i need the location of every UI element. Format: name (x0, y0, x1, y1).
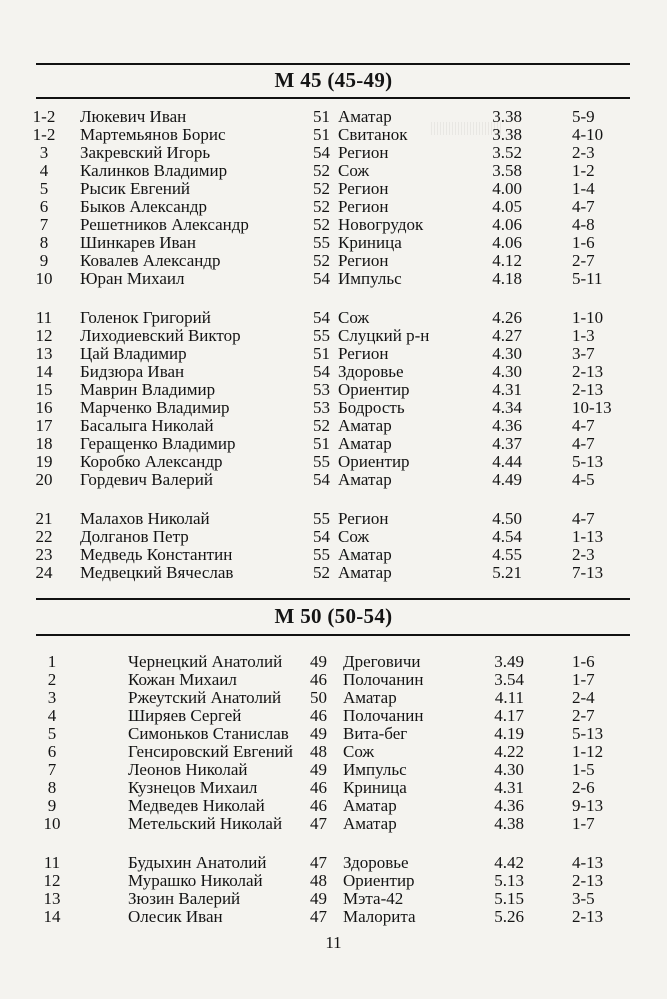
cell-heat: 4-7 (572, 509, 595, 528)
cell-name: Медведев Николай (128, 796, 265, 815)
table-row (0, 470, 667, 490)
cell-club: Регион (338, 344, 389, 363)
cell-time: 4.34 (492, 398, 522, 417)
cell-name: Цай Владимир (80, 344, 187, 363)
cell-heat: 1-3 (572, 326, 595, 345)
cell-heat: 2-6 (572, 778, 595, 797)
table-row (0, 143, 667, 163)
cell-heat: 2-13 (572, 380, 604, 399)
section2-top-rule (36, 598, 630, 600)
cell-age: 52 (313, 161, 330, 180)
cell-age: 48 (310, 742, 327, 761)
cell-name: Чернецкий Анатолий (128, 652, 283, 671)
cell-time: 4.30 (494, 760, 524, 779)
table-row (0, 706, 667, 726)
cell-place: 6 (47, 742, 57, 761)
cell-time: 4.31 (494, 778, 524, 797)
cell-name: Бидзюра Иван (80, 362, 185, 381)
cell-place: 24 (35, 563, 53, 582)
cell-heat: 4-10 (572, 125, 604, 144)
cell-place: 15 (35, 380, 53, 399)
cell-heat: 3-5 (572, 889, 595, 908)
cell-club: Аматар (338, 107, 392, 126)
cell-place: 4 (39, 161, 49, 180)
cell-heat: 2-13 (572, 362, 604, 381)
cell-name: Басалыга Николай (80, 416, 214, 435)
cell-heat: 5-11 (572, 269, 603, 288)
page-number: 11 (325, 933, 342, 952)
table-row (0, 344, 667, 364)
cell-time: 4.30 (492, 362, 522, 381)
cell-age: 54 (313, 470, 330, 489)
section1-title-rule (36, 97, 630, 99)
cell-name: Метельский Николай (128, 814, 283, 833)
cell-time: 4.05 (492, 197, 522, 216)
cell-place: 14 (35, 362, 53, 381)
cell-place: 14 (43, 907, 61, 926)
top-rule (36, 63, 630, 65)
cell-time: 4.12 (492, 251, 522, 270)
table-row (0, 269, 667, 289)
cell-name: Люкевич Иван (80, 107, 187, 126)
cell-heat: 2-4 (572, 688, 595, 707)
cell-age: 52 (313, 416, 330, 435)
cell-heat: 5-9 (572, 107, 595, 126)
cell-name: Юран Михаил (80, 269, 185, 288)
cell-age: 49 (310, 652, 327, 671)
cell-time: 3.52 (492, 143, 522, 162)
cell-place: 5 (47, 724, 57, 743)
cell-club: Регион (338, 143, 389, 162)
section2-title-rule (36, 634, 630, 636)
table-row (0, 889, 667, 909)
table-row (0, 380, 667, 400)
cell-name: Закревский Игорь (80, 143, 211, 162)
cell-club: Сож (343, 742, 375, 761)
table-row (0, 179, 667, 199)
cell-club: Аматар (343, 796, 397, 815)
cell-club: Полочанин (343, 670, 424, 689)
cell-age: 51 (313, 344, 330, 363)
cell-name: Рысик Евгений (80, 179, 191, 198)
cell-place: 11 (35, 308, 53, 327)
cell-club: Дреговичи (343, 652, 421, 671)
cell-heat: 1-6 (572, 233, 595, 252)
table-row (0, 814, 667, 834)
table-row (0, 326, 667, 346)
cell-name: Долганов Петр (80, 527, 189, 546)
cell-age: 52 (313, 563, 330, 582)
cell-age: 52 (313, 179, 330, 198)
cell-heat: 1-7 (572, 814, 595, 833)
table-row (0, 545, 667, 565)
cell-time: 4.55 (492, 545, 522, 564)
cell-place: 3 (39, 143, 49, 162)
cell-club: Импульс (338, 269, 402, 288)
cell-heat: 5-13 (572, 724, 604, 743)
cell-heat: 4-8 (572, 215, 595, 234)
cell-club: Аматар (338, 416, 392, 435)
cell-time: 4.17 (494, 706, 524, 725)
cell-name: Голенок Григорий (80, 308, 211, 327)
cell-club: Сож (338, 527, 370, 546)
cell-name: Геращенко Владимир (80, 434, 236, 453)
table-row (0, 907, 667, 927)
cell-time: 4.30 (492, 344, 522, 363)
cell-club: Регион (338, 509, 389, 528)
cell-age: 51 (313, 125, 330, 144)
cell-name: Медвецкий Вячеслав (80, 563, 234, 582)
table-row (0, 796, 667, 816)
cell-age: 54 (313, 308, 330, 327)
table-row (0, 215, 667, 235)
cell-age: 49 (310, 724, 327, 743)
cell-club: Криница (343, 778, 407, 797)
cell-club: Здоровье (343, 853, 409, 872)
cell-place: 9 (47, 796, 57, 815)
cell-name: Ковалев Александр (80, 251, 221, 270)
cell-heat: 1-10 (572, 308, 604, 327)
cell-time: 5.21 (492, 563, 522, 582)
cell-time: 4.06 (492, 215, 522, 234)
cell-name: Кузнецов Михаил (128, 778, 258, 797)
cell-club: Ориентир (338, 452, 410, 471)
cell-time: 4.36 (494, 796, 524, 815)
cell-time: 3.54 (494, 670, 524, 689)
cell-place: 10 (43, 814, 61, 833)
cell-heat: 1-5 (572, 760, 595, 779)
cell-time: 4.22 (494, 742, 524, 761)
table-row (0, 251, 667, 271)
cell-name: Медведь Константин (80, 545, 233, 564)
cell-place: 4 (47, 706, 57, 725)
table-row (0, 452, 667, 472)
cell-place: 10 (35, 269, 53, 288)
cell-club: Сож (338, 308, 370, 327)
cell-age: 46 (310, 778, 327, 797)
cell-club: Здоровье (338, 362, 404, 381)
cell-place: 1-2 (32, 125, 56, 144)
cell-time: 4.00 (492, 179, 522, 198)
cell-name: Будыхин Анатолий (128, 853, 267, 872)
cell-name: Ширяев Сергей (128, 706, 242, 725)
cell-time: 3.38 (492, 125, 522, 144)
cell-club: Регион (338, 251, 389, 270)
table-row (0, 509, 667, 529)
cell-club: Аматар (338, 470, 392, 489)
cell-club: Аматар (343, 688, 397, 707)
cell-club: Аматар (343, 814, 397, 833)
cell-name: Лиходиевский Виктор (80, 326, 241, 345)
cell-name: Быков Александр (80, 197, 208, 216)
cell-age: 52 (313, 251, 330, 270)
cell-club: Мэта-42 (343, 889, 404, 908)
table-row (0, 760, 667, 780)
cell-place: 20 (35, 470, 53, 489)
cell-club: Свитанок (338, 125, 408, 144)
cell-heat: 1-6 (572, 652, 595, 671)
table-row (0, 233, 667, 253)
cell-time: 5.15 (494, 889, 524, 908)
table-row (0, 688, 667, 708)
cell-heat: 3-7 (572, 344, 595, 363)
table-row (0, 416, 667, 436)
cell-place: 5 (39, 179, 49, 198)
cell-time: 4.44 (492, 452, 522, 471)
cell-place: 13 (43, 889, 61, 908)
table-row (0, 125, 667, 145)
cell-name: Олесик Иван (128, 907, 223, 926)
cell-age: 47 (310, 907, 327, 926)
cell-name: Кожан Михаил (128, 670, 237, 689)
cell-age: 54 (313, 527, 330, 546)
table-row (0, 308, 667, 328)
cell-age: 48 (310, 871, 327, 890)
cell-time: 3.38 (492, 107, 522, 126)
cell-age: 46 (310, 796, 327, 815)
table-row (0, 652, 667, 672)
cell-club: Регион (338, 197, 389, 216)
cell-heat: 1-7 (572, 670, 595, 689)
cell-name: Мартемьянов Борис (80, 125, 226, 144)
cell-club: Криница (338, 233, 402, 252)
cell-time: 4.26 (492, 308, 522, 327)
cell-club: Новогрудок (338, 215, 424, 234)
cell-club: Аматар (338, 434, 392, 453)
cell-club: Импульс (343, 760, 407, 779)
cell-place: 23 (35, 545, 53, 564)
cell-club: Вита-бег (343, 724, 408, 743)
cell-heat: 5-13 (572, 452, 604, 471)
cell-club: Малорита (343, 907, 416, 926)
cell-age: 53 (313, 398, 330, 417)
cell-time: 4.31 (492, 380, 522, 399)
cell-place: 9 (39, 251, 49, 270)
cell-place: 11 (43, 853, 61, 872)
cell-name: Мурашко Николай (128, 871, 263, 890)
cell-heat: 4-13 (572, 853, 604, 872)
cell-age: 50 (310, 688, 327, 707)
cell-club: Ориентир (338, 380, 410, 399)
cell-age: 53 (313, 380, 330, 399)
cell-heat: 1-4 (572, 179, 595, 198)
cell-age: 55 (313, 545, 330, 564)
cell-time: 4.37 (492, 434, 522, 453)
cell-place: 1-2 (32, 107, 56, 126)
table-row (0, 107, 667, 127)
table-row (0, 670, 667, 690)
cell-heat: 2-7 (572, 251, 595, 270)
cell-age: 55 (313, 452, 330, 471)
cell-age: 55 (313, 326, 330, 345)
cell-club: Аматар (338, 545, 392, 564)
bleed-through-texture: |||||||||||||||||||||||| (430, 120, 503, 136)
section-title-m50: М 50 (50-54) (274, 604, 393, 628)
cell-time: 4.50 (492, 509, 522, 528)
cell-name: Генсировский Евгений (128, 742, 293, 761)
cell-time: 3.49 (494, 652, 524, 671)
cell-name: Решетников Александр (80, 215, 249, 234)
cell-name: Гордевич Валерий (80, 470, 213, 489)
table-row (0, 434, 667, 454)
cell-club: Регион (338, 179, 389, 198)
table-row (0, 161, 667, 181)
table-row (0, 197, 667, 217)
cell-age: 54 (313, 143, 330, 162)
cell-name: Калинков Владимир (80, 161, 228, 180)
table-row (0, 563, 667, 583)
table-row (0, 362, 667, 382)
cell-club: Бодрость (338, 398, 405, 417)
cell-club: Аматар (338, 563, 392, 582)
cell-time: 4.18 (492, 269, 522, 288)
cell-club: Ориентир (343, 871, 415, 890)
table-row (0, 398, 667, 418)
cell-time: 3.58 (492, 161, 522, 180)
cell-heat: 4-7 (572, 416, 595, 435)
cell-name: Шинкарев Иван (80, 233, 196, 252)
cell-heat: 9-13 (572, 796, 604, 815)
cell-age: 51 (313, 434, 330, 453)
table-row (0, 778, 667, 798)
cell-age: 51 (313, 107, 330, 126)
cell-heat: 7-13 (572, 563, 604, 582)
section-title-m45: М 45 (45-49) (274, 68, 393, 92)
cell-place: 1 (47, 652, 57, 671)
cell-place: 17 (35, 416, 53, 435)
cell-time: 4.27 (492, 326, 522, 345)
cell-name: Маврин Владимир (80, 380, 216, 399)
cell-heat: 4-7 (572, 434, 595, 453)
cell-name: Ржеутский Анатолий (128, 688, 282, 707)
cell-time: 5.26 (494, 907, 524, 926)
cell-place: 13 (35, 344, 53, 363)
cell-name: Симоньков Станислав (128, 724, 289, 743)
cell-age: 47 (310, 853, 327, 872)
cell-heat: 1-12 (572, 742, 604, 761)
cell-heat: 4-5 (572, 470, 595, 489)
cell-name: Малахов Николай (80, 509, 210, 528)
cell-heat: 2-13 (572, 907, 604, 926)
cell-place: 12 (43, 871, 61, 890)
cell-place: 8 (39, 233, 49, 252)
cell-place: 18 (35, 434, 53, 453)
cell-time: 4.06 (492, 233, 522, 252)
cell-place: 21 (35, 509, 53, 528)
table-row (0, 871, 667, 891)
cell-place: 22 (35, 527, 53, 546)
cell-place: 8 (47, 778, 57, 797)
cell-heat: 2-3 (572, 143, 595, 162)
cell-heat: 2-7 (572, 706, 595, 725)
cell-place: 12 (35, 326, 53, 345)
cell-name: Зюзин Валерий (128, 889, 241, 908)
cell-name: Коробко Александр (80, 452, 223, 471)
cell-time: 4.11 (494, 688, 524, 707)
cell-place: 7 (39, 215, 49, 234)
table-row (0, 853, 667, 873)
cell-club: Сож (338, 161, 370, 180)
cell-place: 3 (47, 688, 57, 707)
cell-heat: 1-2 (572, 161, 595, 180)
cell-place: 2 (47, 670, 57, 689)
cell-club: Полочанин (343, 706, 424, 725)
cell-time: 4.49 (492, 470, 522, 489)
cell-heat: 4-7 (572, 197, 595, 216)
cell-place: 19 (35, 452, 53, 471)
table-row (0, 742, 667, 762)
cell-age: 52 (313, 215, 330, 234)
table-row (0, 527, 667, 547)
cell-age: 54 (313, 269, 330, 288)
cell-place: 7 (47, 760, 57, 779)
cell-heat: 2-13 (572, 871, 604, 890)
cell-time: 4.54 (492, 527, 522, 546)
cell-age: 46 (310, 670, 327, 689)
table-row (0, 724, 667, 744)
cell-age: 55 (313, 233, 330, 252)
cell-place: 16 (35, 398, 53, 417)
cell-age: 54 (313, 362, 330, 381)
cell-time: 5.13 (494, 871, 524, 890)
cell-name: Леонов Николай (128, 760, 248, 779)
cell-age: 52 (313, 197, 330, 216)
cell-heat: 2-3 (572, 545, 595, 564)
cell-club: Слуцкий р-н (338, 326, 430, 345)
cell-name: Марченко Владимир (80, 398, 230, 417)
cell-heat: 1-13 (572, 527, 604, 546)
cell-heat: 10-13 (572, 398, 612, 417)
cell-time: 4.38 (494, 814, 524, 833)
cell-age: 55 (313, 509, 330, 528)
cell-age: 46 (310, 706, 327, 725)
cell-time: 4.42 (494, 853, 524, 872)
cell-time: 4.19 (494, 724, 524, 743)
cell-place: 6 (39, 197, 49, 216)
cell-age: 49 (310, 760, 327, 779)
cell-age: 49 (310, 889, 327, 908)
cell-age: 47 (310, 814, 327, 833)
cell-time: 4.36 (492, 416, 522, 435)
